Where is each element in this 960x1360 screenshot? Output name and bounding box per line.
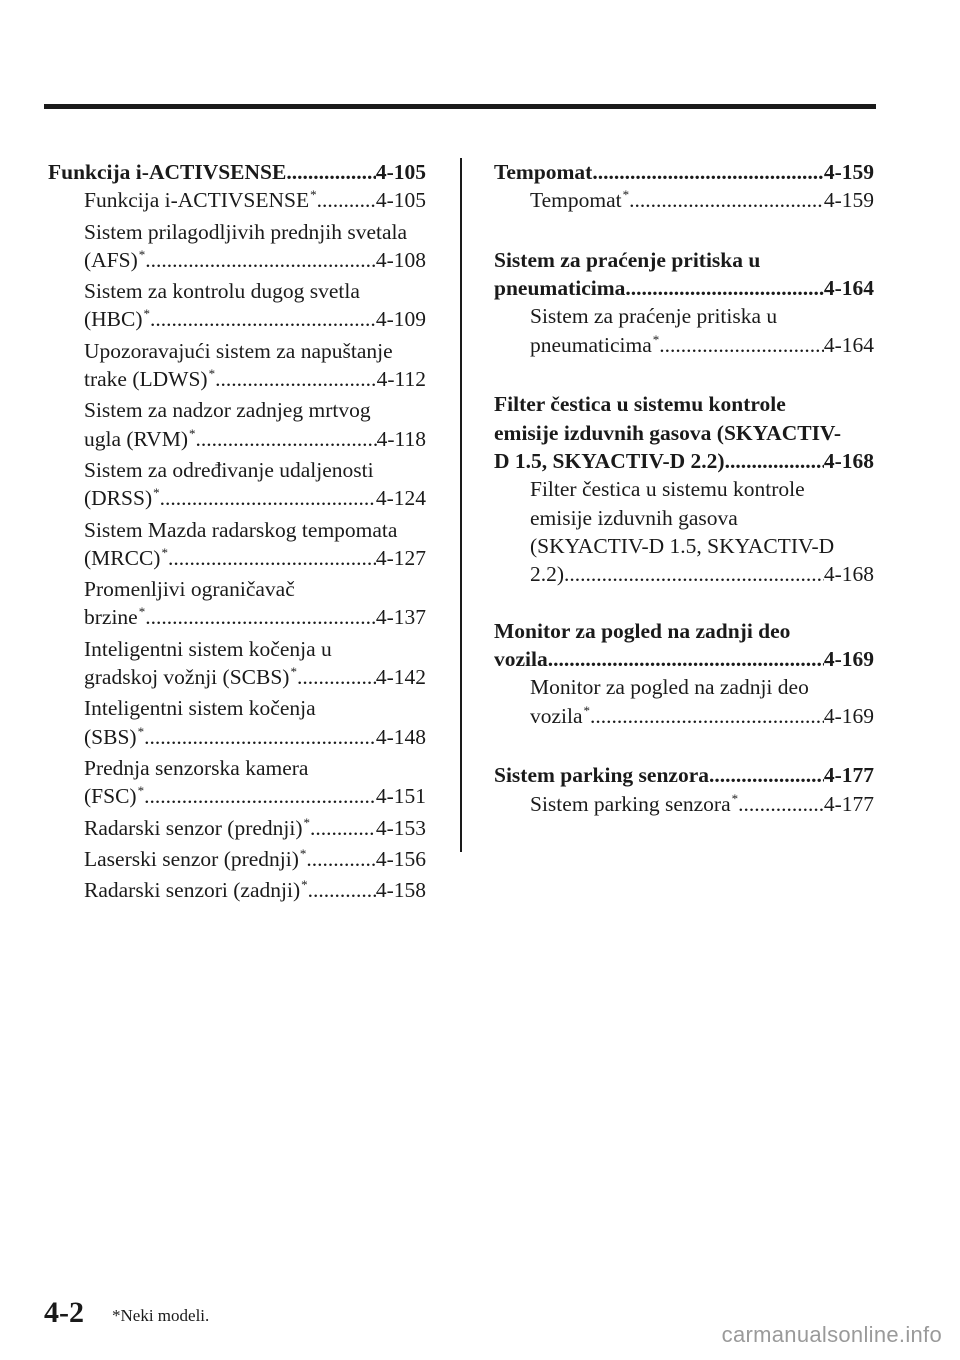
toc-entry[interactable]	[48, 845, 426, 876]
toc-entry-title: Sistem Mazda radarskog tempomata	[84, 517, 398, 542]
dot-leader	[308, 876, 376, 904]
toc-entry-title: ugla (RVM)	[84, 426, 188, 451]
toc-page-number: 4-112	[376, 367, 426, 392]
toc-entry-title: emisije izduvnih gasova (SKYACTIV-	[494, 420, 842, 445]
model-asterisk: *	[303, 814, 311, 830]
model-asterisk: *	[731, 790, 739, 806]
toc-entry-title: gradskoj vožnji (SCBS)	[84, 665, 290, 690]
toc-entry-title: Monitor za pogled na zadnji deo	[530, 675, 809, 700]
toc-entry-title: Sistem parking senzora	[530, 791, 731, 816]
toc-entry[interactable]	[494, 186, 874, 217]
toc-page-number: 4-164	[823, 276, 874, 301]
toc-section-heading[interactable]	[494, 761, 874, 789]
toc-group	[48, 158, 426, 907]
toc-entry-title: Radarski senzor (prednji)	[84, 815, 303, 840]
toc-page-number: 4-124	[375, 486, 426, 511]
toc-entry-title: (MRCC)	[84, 545, 161, 570]
toc-page-number: 4-108	[375, 247, 426, 272]
toc-page-number: 4-164	[823, 332, 874, 357]
model-asterisk: *	[188, 425, 196, 441]
toc-entry-title: (SKYACTIV-D 1.5, SKYACTIV-D	[530, 533, 835, 558]
toc-entry-title: Funkcija i-ACTIVSENSE	[84, 188, 310, 213]
page-number: 4-2	[44, 1296, 84, 1329]
toc-entry-title: Filter čestica u sistemu kontrole	[494, 392, 786, 417]
toc-entry[interactable]	[48, 694, 426, 754]
toc-page-number: 4-127	[375, 545, 426, 570]
toc-entry[interactable]	[48, 635, 426, 695]
dot-leader	[145, 246, 376, 274]
toc-entry-title: Inteligentni sistem kočenja u	[84, 636, 332, 661]
toc-page-number: 4-142	[375, 665, 426, 690]
toc-left-column	[48, 158, 426, 936]
toc-section-heading[interactable]	[494, 158, 874, 186]
toc-entry-title: (HBC)	[84, 307, 143, 332]
dot-leader	[629, 186, 824, 214]
toc-group	[494, 390, 874, 588]
dot-leader	[145, 603, 376, 631]
toc-entry-title: Inteligentni sistem kočenja	[84, 696, 316, 721]
dot-leader	[144, 782, 376, 810]
dot-leader	[160, 484, 376, 512]
model-asterisk: *	[310, 187, 317, 203]
toc-group	[494, 617, 874, 733]
toc-entry[interactable]	[48, 396, 426, 456]
toc-page-number: 4-105	[375, 188, 426, 213]
toc-entry-title: Sistem za kontrolu dugog svetla	[84, 279, 360, 304]
toc-entry-title: Sistem parking senzora	[494, 763, 709, 788]
column-divider	[460, 158, 462, 852]
toc-entry-title: 2.2)	[530, 562, 565, 587]
model-asterisk: *	[652, 331, 660, 347]
toc-page-number: 4-137	[375, 605, 426, 630]
toc-entry-title: (SBS)	[84, 724, 137, 749]
toc-entry[interactable]	[48, 456, 426, 516]
dot-leader	[564, 560, 824, 588]
toc-entry[interactable]	[494, 475, 874, 588]
toc-entry-title: D 1.5, SKYACTIV-D 2.2)	[494, 448, 725, 473]
toc-group	[494, 761, 874, 821]
toc-entry[interactable]	[48, 337, 426, 397]
toc-entry-title: Radarski senzori (zadnji)	[84, 878, 301, 903]
toc-page-number: 4-177	[823, 763, 874, 788]
toc-section-heading[interactable]	[494, 246, 874, 303]
model-asterisk: *	[622, 187, 630, 203]
toc-entry-title: Sistem za nadzor zadnjeg mrtvog	[84, 398, 371, 423]
toc-page-number: 4-156	[375, 846, 426, 871]
model-asterisk: *	[208, 366, 216, 382]
model-asterisk: *	[143, 306, 151, 322]
toc-entry-title: Laserski senzor (prednji)	[84, 846, 299, 871]
toc-entry[interactable]	[48, 218, 426, 278]
model-asterisk: *	[583, 702, 591, 718]
dot-leader	[317, 186, 376, 214]
dot-leader	[725, 447, 824, 475]
dot-leader	[168, 544, 376, 572]
toc-entry[interactable]	[48, 186, 426, 217]
dot-leader	[590, 702, 824, 730]
dot-leader	[195, 425, 376, 453]
model-asterisk: *	[301, 877, 308, 893]
toc-page-number: 4-118	[376, 426, 426, 451]
toc-entry-title: pneumaticima	[494, 276, 626, 301]
toc-page-number: 4-159	[823, 188, 874, 213]
toc-entry[interactable]	[48, 814, 426, 845]
toc-entry-title: Sistem za praćenje pritiska u	[494, 247, 761, 272]
toc-entry-title: Tempomat	[530, 188, 622, 213]
watermark: carmanualsonline.info	[721, 1322, 942, 1347]
toc-section-heading[interactable]	[48, 158, 426, 186]
dot-leader	[215, 365, 377, 393]
toc-entry[interactable]	[494, 302, 874, 362]
toc-entry-title: brzine	[84, 605, 138, 630]
model-asterisk: *	[299, 845, 307, 861]
toc-section-heading[interactable]	[494, 617, 874, 674]
toc-entry[interactable]	[48, 277, 426, 337]
toc-entry-title: Sistem prilagodljivih prednjih svetala	[84, 219, 408, 244]
toc-entry[interactable]	[494, 790, 874, 821]
dot-leader	[548, 645, 824, 673]
dot-leader	[306, 845, 375, 873]
header-rule	[44, 104, 876, 109]
toc-page-number: 4-177	[823, 791, 874, 816]
toc-right-column	[494, 158, 874, 849]
toc-entry-title: vozila	[494, 647, 548, 672]
dot-leader	[310, 814, 376, 842]
toc-entry-title: Sistem za praćenje pritiska u	[530, 304, 778, 329]
dot-leader	[297, 663, 376, 691]
toc-entry-title: Upozoravajući sistem za napuštanje	[84, 338, 393, 363]
model-asterisk: *	[137, 723, 145, 739]
toc-page-number: 4-148	[375, 724, 426, 749]
toc-section-heading[interactable]	[494, 390, 874, 475]
toc-page-number: 4-168	[823, 448, 874, 473]
toc-entry-title: Tempomat	[494, 160, 593, 184]
toc-page-number: 4-168	[823, 562, 874, 587]
toc-page-number: 4-153	[375, 815, 426, 840]
toc-group	[494, 246, 874, 362]
model-asterisk: *	[153, 485, 160, 501]
model-asterisk: *	[138, 604, 146, 620]
dot-leader	[625, 274, 823, 302]
toc-entry[interactable]	[48, 575, 426, 635]
toc-page-number: 4-109	[375, 307, 426, 332]
model-asterisk: *	[290, 664, 297, 680]
dot-leader	[659, 331, 824, 359]
model-asterisk: *	[161, 544, 168, 560]
dot-leader	[286, 158, 375, 186]
toc-page-number: 4-169	[823, 647, 874, 672]
toc-entry[interactable]	[48, 754, 426, 814]
model-asterisk: *	[138, 246, 146, 262]
toc-entry-title: emisije izduvnih gasova	[530, 505, 738, 530]
toc-entry[interactable]	[494, 673, 874, 733]
toc-page-number: 4-159	[823, 160, 874, 184]
toc-entry-title: Filter čestica u sistemu kontrole	[530, 477, 805, 502]
toc-entry-title: Sistem za određivanje udaljenosti	[84, 457, 374, 482]
toc-entry-title: Prednja senzorska kamera	[84, 755, 309, 780]
toc-entry-title: (DRSS)	[84, 486, 153, 511]
dot-leader	[150, 305, 376, 333]
toc-entry-title: pneumaticima	[530, 332, 652, 357]
toc-page-number: 4-105	[375, 160, 426, 184]
dot-leader	[738, 790, 824, 818]
model-asterisk: *	[137, 783, 145, 799]
toc-entry-title: Monitor za pogled na zadnji deo	[494, 618, 791, 643]
toc-entry[interactable]	[48, 876, 426, 907]
toc-entry-title: (FSC)	[84, 784, 137, 809]
dot-leader	[709, 761, 824, 789]
toc-group	[494, 158, 874, 218]
toc-entry-title: Promenljivi ograničavač	[84, 577, 295, 602]
toc-page-number: 4-169	[823, 703, 874, 728]
footnote: *Neki modeli.	[112, 1306, 210, 1325]
toc-entry-title: trake (LDWS)	[84, 367, 208, 392]
toc-entry-title: (AFS)	[84, 247, 138, 272]
dot-leader	[144, 723, 376, 751]
toc-page-number: 4-151	[375, 784, 426, 809]
toc-entry-title: vozila	[530, 703, 583, 728]
toc-entry-title: Funkcija i-ACTIVSENSE	[48, 160, 287, 184]
toc-page-number: 4-158	[375, 878, 426, 903]
toc-entry[interactable]	[48, 516, 426, 576]
